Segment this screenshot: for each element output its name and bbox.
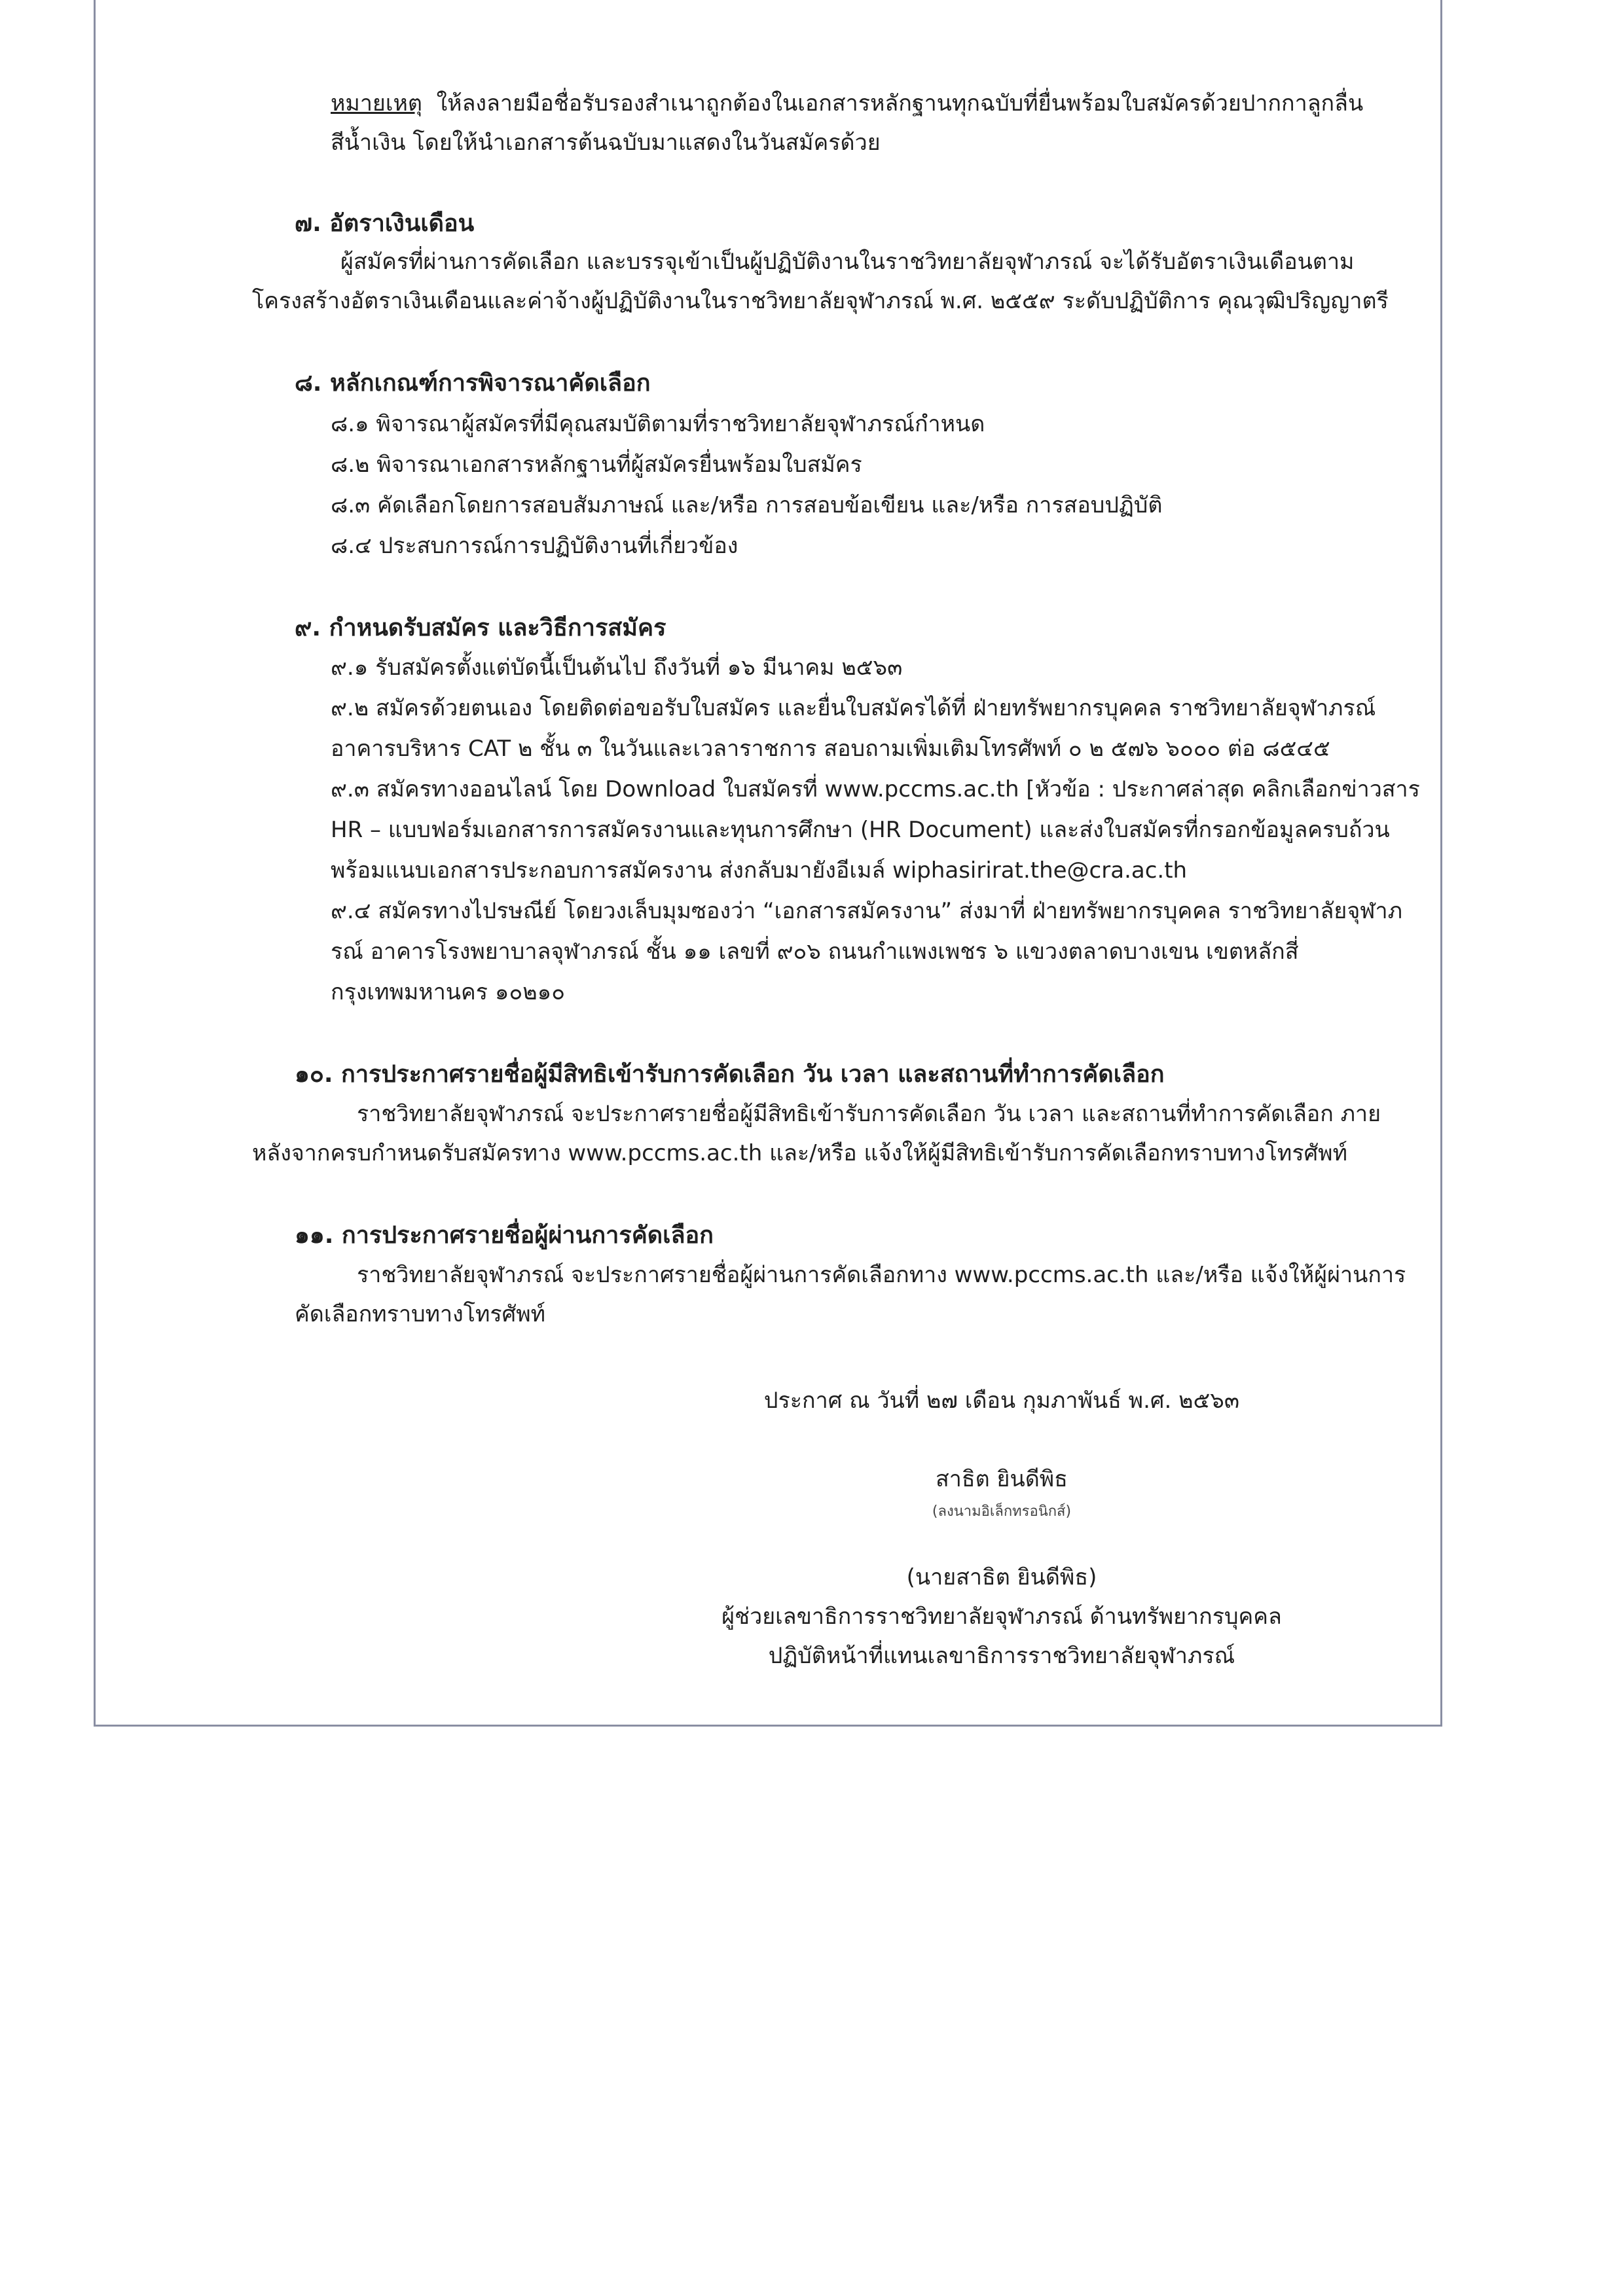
section-7-para-1: ผู้สมัครที่ผ่านการคัดเลือก และบรรจุเข้าเป็นผู้ปฏิบัติงานในราชวิทยาลัยจุฬาภรณ์ จะได้รับอัตราเงินเดือนตาม — [340, 249, 1355, 275]
signer-position-2: ปฏิบัติหน้าที่แทนเลขาธิการราชวิทยาลัยจุฬาภรณ์ — [768, 1643, 1235, 1669]
section-9-line: พร้อมแนบเอกสารประกอบการสมัครงาน ส่งกลับมายังอีเมล์ wiphasirirat.the@cra.ac.th — [331, 857, 1188, 884]
section-9-line: HR – แบบฟอร์มเอกสารการสมัครงานและทุนการศึกษา (HR Document) และส่งใบสมัครที่กรอกข้อมูลครบถ้วน — [331, 817, 1390, 843]
section-9-line: กรุงเทพมหานคร ๑๐๒๑๐ — [331, 979, 565, 1005]
section-9-line: ๙.๔ สมัครทางไปรษณีย์ โดยวงเล็บมุมซองว่า “เอกสารสมัครงาน” ส่งมาที่ ฝ่ายทรัพยากรบุคคล ราชวิทยาลัยจุฬาภ — [331, 898, 1402, 924]
section-8-item: ๘.๓ คัดเลือกโดยการสอบสัมภาษณ์ และ/หรือ การสอบข้อเขียน และ/หรือ การสอบปฏิบัติ — [331, 492, 1163, 518]
section-7-heading: ๗. อัตราเงินเดือน — [295, 210, 475, 237]
note-line-1 — [331, 84, 1363, 123]
section-8-item: ๘.๔ ประสบการณ์การปฏิบัติงานที่เกี่ยวข้อง — [331, 533, 739, 559]
section-8-heading: ๘. หลักเกณฑ์การพิจารณาคัดเลือก — [295, 370, 651, 397]
section-11-para-2: คัดเลือกทราบทางโทรศัพท์ — [295, 1301, 546, 1327]
section-9-heading: ๙. กำหนดรับสมัคร และวิธีการสมัคร — [295, 615, 666, 641]
section-8-item: ๘.๒ พิจารณาเอกสารหลักฐานที่ผู้สมัครยื่นพร้อมใบสมัคร — [331, 452, 862, 478]
note-label: หมายเหตุ — [331, 90, 422, 117]
section-9-line: ๙.๑ รับสมัครตั้งแต่บัดนี้เป็นต้นไป ถึงวันที่ ๑๖ มีนาคม ๒๕๖๓ — [331, 655, 903, 681]
section-11-para-1: ราชวิทยาลัยจุฬาภรณ์ จะประกาศรายชื่อผู้ผ่านการคัดเลือกทาง www.pccms.ac.th และ/หรือ แจ้งให้ผู้ผ่านการ — [357, 1262, 1406, 1288]
signer-name: สาธิต ยินดีพิธ — [936, 1466, 1068, 1492]
signer-position-1: ผู้ช่วยเลขาธิการราชวิทยาลัยจุฬาภรณ์ ด้านทรัพยากรบุคคล — [721, 1604, 1282, 1630]
section-7-para-2: โครงสร้างอัตราเงินเดือนและค่าจ้างผู้ปฏิบัติงานในราชวิทยาลัยจุฬาภรณ์ พ.ศ. ๒๕๕๙ ระดับปฏิบัติการ คุณวุฒิปริญญาตรี — [252, 288, 1389, 314]
section-10-para-1: ราชวิทยาลัยจุฬาภรณ์ จะประกาศรายชื่อผู้มีสิทธิเข้ารับการคัดเลือก วัน เวลา และสถานที่ทำการคัดเลือก ภาย — [357, 1101, 1381, 1127]
announcement-date: ประกาศ ณ วันที่ ๒๗ เดือน กุมภาพันธ์ พ.ศ. ๒๕๖๓ — [763, 1388, 1240, 1414]
section-8-item: ๘.๑ พิจารณาผู้สมัครที่มีคุณสมบัติตามที่ราชวิทยาลัยจุฬาภรณ์กำหนด — [331, 411, 985, 437]
section-10-para-2: หลังจากครบกำหนดรับสมัครทาง www.pccms.ac.th และ/หรือ แจ้งให้ผู้มีสิทธิเข้ารับการคัดเลือกทราบทางโทรศัพท์ — [252, 1140, 1348, 1166]
note-text-1: ให้ลงลายมือชื่อรับรองสำเนาถูกต้องในเอกสารหลักฐานทุกฉบับที่ยื่นพร้อมใบสมัครด้วยปากกาลูกลื่น — [436, 90, 1364, 117]
section-10-heading: ๑๐. การประกาศรายชื่อผู้มีสิทธิเข้ารับการคัดเลือก วัน เวลา และสถานที่ทำการคัดเลือก — [295, 1061, 1165, 1088]
section-11-heading: ๑๑. การประกาศรายชื่อผู้ผ่านการคัดเลือก — [295, 1222, 714, 1249]
signer-full-name: (นายสาธิต ยินดีพิธ) — [906, 1564, 1097, 1590]
section-9-line: ๙.๓ สมัครทางออนไลน์ โดย Download ใบสมัครที่ www.pccms.ac.th [หัวข้อ : ประกาศล่าสุด คลิกเลือกข่าวสาร — [331, 776, 1420, 802]
section-9-line: รณ์ อาคารโรงพยาบาลจุฬาภรณ์ ชั้น ๑๑ เลขที่ ๙๐๖ ถนนกำแพงเพชร ๖ แขวงตลาดบางเขน เขตหลักสี่ — [331, 939, 1299, 965]
section-9-line: อาคารบริหาร CAT ๒ ชั้น ๓ ในวันและเวลาราชการ สอบถามเพิ่มเติมโทรศัพท์ ๐ ๒ ๕๗๖ ๖๐๐๐ ต่อ ๘๕๔๕ — [331, 736, 1330, 762]
note-line-2: สีน้ำเงิน โดยให้นำเอกสารต้นฉบับมาแสดงในวันสมัครด้วย — [331, 130, 881, 156]
section-9-line: ๙.๒ สมัครด้วยตนเอง โดยติดต่อขอรับใบสมัคร และยื่นใบสมัครได้ที่ ฝ่ายทรัพยากรบุคคล ราชวิทยาลัยจุฬาภรณ์ — [331, 695, 1376, 721]
electronic-signature-note: (ลงนามอิเล็กทรอนิกส์) — [932, 1503, 1072, 1520]
